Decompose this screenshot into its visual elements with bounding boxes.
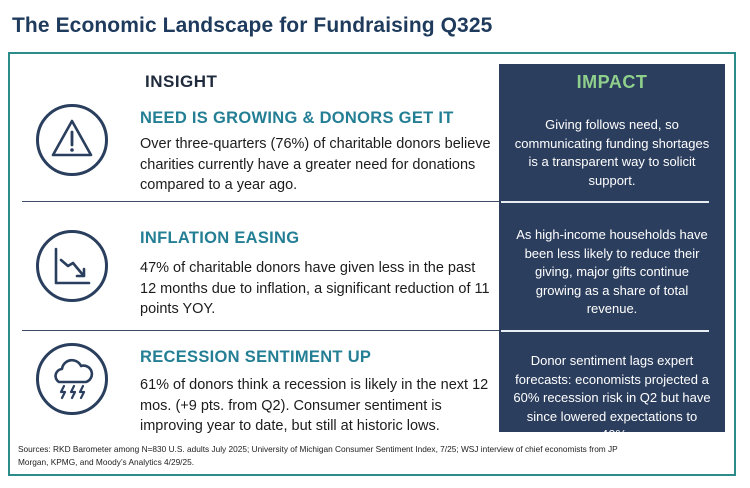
row-heading-inflation: INFLATION EASING [140, 229, 300, 247]
warning-icon [36, 104, 108, 176]
impact-text-need: Giving follows need, so communicating funding shortages is a transparent way to solicit support. [514, 117, 710, 188]
sources-note: Sources: RKD Barometer among N=830 U.S. adults July 2025; University of Michigan Consumer Sentiment Index, 7/25; WSJ interview of chief economists from JP Morgan, KPMG, and Moody’s Analytics 4/29/25. [18, 444, 618, 467]
row-text-need: Over three-quarters (76%) of charitable donors believe charities currently have a greater need for donations compared to a year ago. [140, 136, 491, 193]
row-divider [22, 330, 499, 331]
row-heading-need: NEED IS GROWING & DONORS GET IT [140, 109, 454, 127]
row-divider [22, 201, 499, 202]
row-text-inflation: 47% of charitable donors have given less in the past 12 months due to inflation, a significant reduction of 11 points YOY. [140, 260, 490, 317]
impact-divider [501, 330, 709, 332]
impact-text-recession: Donor sentiment lags expert forecasts: economists projected a 60% recession risk in Q2 but have since lowered expectations to ~40%. [513, 353, 711, 442]
page-title: The Economic Landscape for Fundraising Q325 [12, 14, 493, 37]
declining-chart-icon [36, 230, 108, 302]
impact-panel [499, 64, 725, 442]
storm-cloud-icon [36, 343, 108, 415]
insight-heading: INSIGHT [145, 72, 218, 91]
impact-divider [501, 201, 709, 203]
row-text-recession: 61% of donors think a recession is likely in the next 12 mos. (+9 pts. from Q2). Consumer sentiment is improving year to date, but still at historic lows. [140, 377, 489, 434]
impact-heading: IMPACT [576, 72, 648, 92]
row-heading-recession: RECESSION SENTIMENT UP [140, 348, 372, 366]
impact-text-inflation: As high-income households have been less likely to reduce their giving, major gifts continue growing as a share of total revenue. [516, 227, 708, 316]
